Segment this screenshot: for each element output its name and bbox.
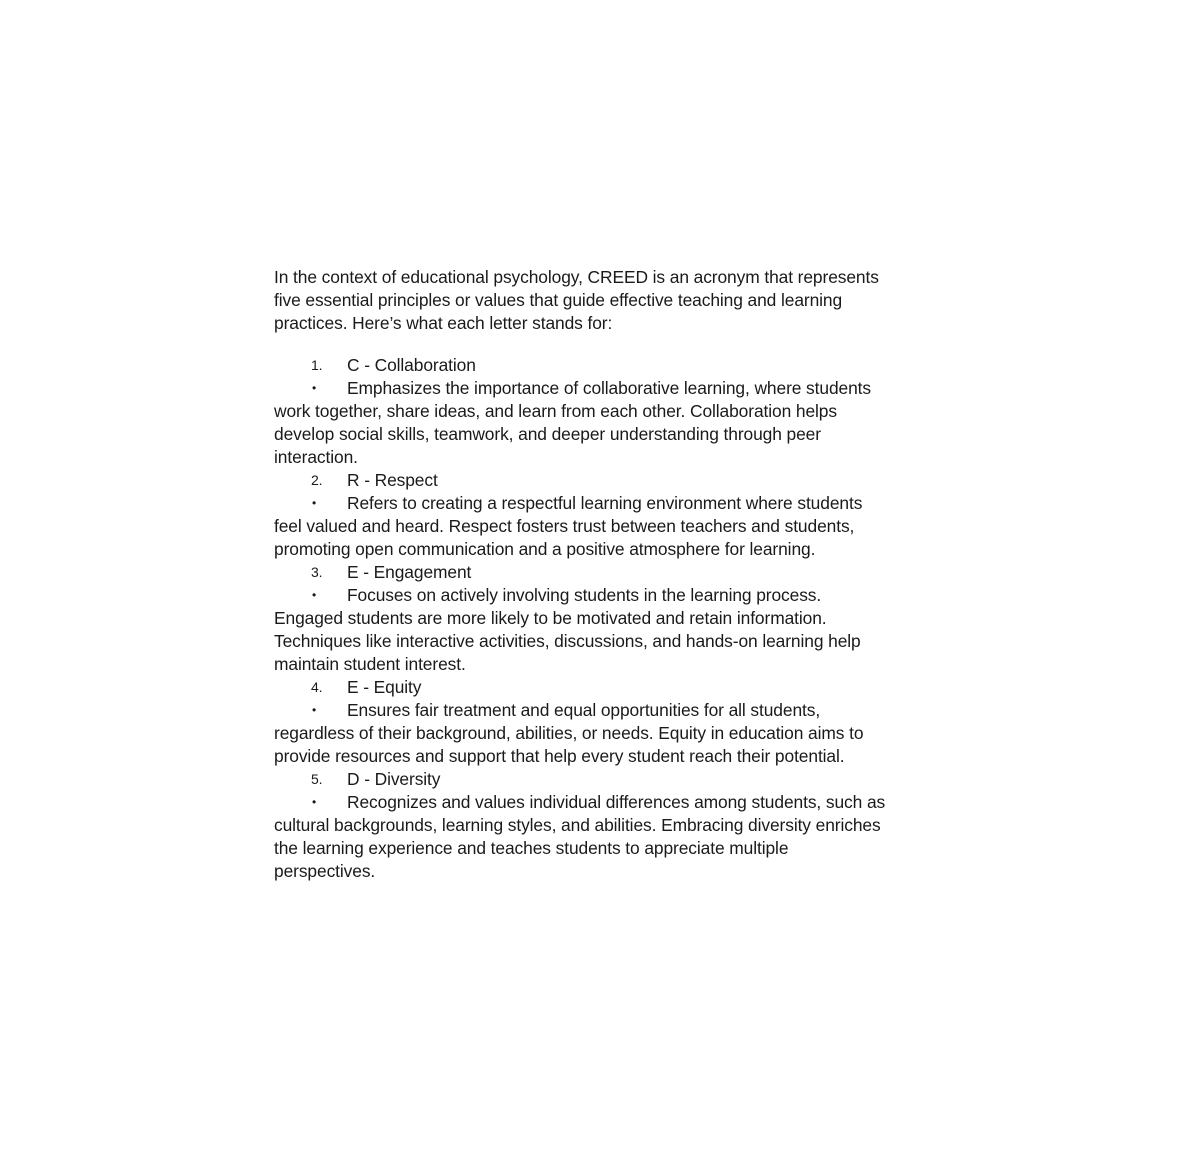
intro-line: In the context of educational psychology, CREED is an acronym that represents xyxy=(274,267,879,287)
list-item xyxy=(274,561,934,676)
description-line: perspectives. xyxy=(274,861,376,881)
description-line: Techniques like interactive activities, discussions, and hands-on learning help xyxy=(274,631,861,651)
bullet-icon: • xyxy=(312,588,317,602)
description-text: Ensures fair treatment and equal opportunities for all students, xyxy=(347,700,821,720)
item-title: E - Equity xyxy=(347,677,422,697)
item-heading xyxy=(274,561,934,584)
intro-line: five essential principles or values that guide effective teaching and learning xyxy=(274,290,843,310)
item-heading xyxy=(274,469,934,492)
description-line: develop social skills, teamwork, and deeper understanding through peer xyxy=(274,424,821,444)
description-line: Engaged students are more likely to be motivated and retain information. xyxy=(274,608,827,628)
description-text: Focuses on actively involving students in the learning process. xyxy=(347,585,822,605)
document-body xyxy=(274,266,934,883)
item-number: 5. xyxy=(311,771,323,787)
item-number: 2. xyxy=(311,472,323,488)
item-heading xyxy=(274,354,934,377)
description-line xyxy=(274,699,934,722)
list-item xyxy=(274,676,934,768)
description-line: the learning experience and teaches students to appreciate multiple xyxy=(274,838,789,858)
item-title: R - Respect xyxy=(347,470,438,490)
bullet-icon: • xyxy=(312,795,317,809)
description-text: Recognizes and values individual differences among students, such as xyxy=(347,792,886,812)
description-line: provide resources and support that help every student reach their potential. xyxy=(274,746,845,766)
description-line: maintain student interest. xyxy=(274,654,466,674)
bullet-icon: • xyxy=(312,496,317,510)
description-line: promoting open communication and a positive atmosphere for learning. xyxy=(274,539,816,559)
item-number: 3. xyxy=(311,564,323,580)
description-text: Refers to creating a respectful learning environment where students xyxy=(347,493,863,513)
intro-paragraph xyxy=(274,266,934,335)
item-title: C - Collaboration xyxy=(347,355,476,375)
intro-line: practices. Here’s what each letter stands for: xyxy=(274,313,613,333)
blank-line xyxy=(274,335,934,354)
item-number: 4. xyxy=(311,679,323,695)
description-line xyxy=(274,584,934,607)
item-heading xyxy=(274,676,934,699)
list-item xyxy=(274,768,934,883)
list-item xyxy=(274,354,934,469)
description-line xyxy=(274,377,934,400)
list-item xyxy=(274,469,934,561)
description-line: work together, share ideas, and learn from each other. Collaboration helps xyxy=(274,401,837,421)
item-title: E - Engagement xyxy=(347,562,472,582)
description-line xyxy=(274,791,934,814)
description-line: feel valued and heard. Respect fosters trust between teachers and students, xyxy=(274,516,855,536)
description-line: regardless of their background, abilities, or needs. Equity in education aims to xyxy=(274,723,864,743)
item-heading xyxy=(274,768,934,791)
item-number: 1. xyxy=(311,357,323,373)
bullet-icon: • xyxy=(312,703,317,717)
description-line: cultural backgrounds, learning styles, and abilities. Embracing diversity enriches xyxy=(274,815,881,835)
creed-list xyxy=(274,354,934,883)
description-line: interaction. xyxy=(274,447,358,467)
description-line xyxy=(274,492,934,515)
bullet-icon: • xyxy=(312,381,317,395)
item-title: D - Diversity xyxy=(347,769,441,789)
description-text: Emphasizes the importance of collaborative learning, where students xyxy=(347,378,872,398)
